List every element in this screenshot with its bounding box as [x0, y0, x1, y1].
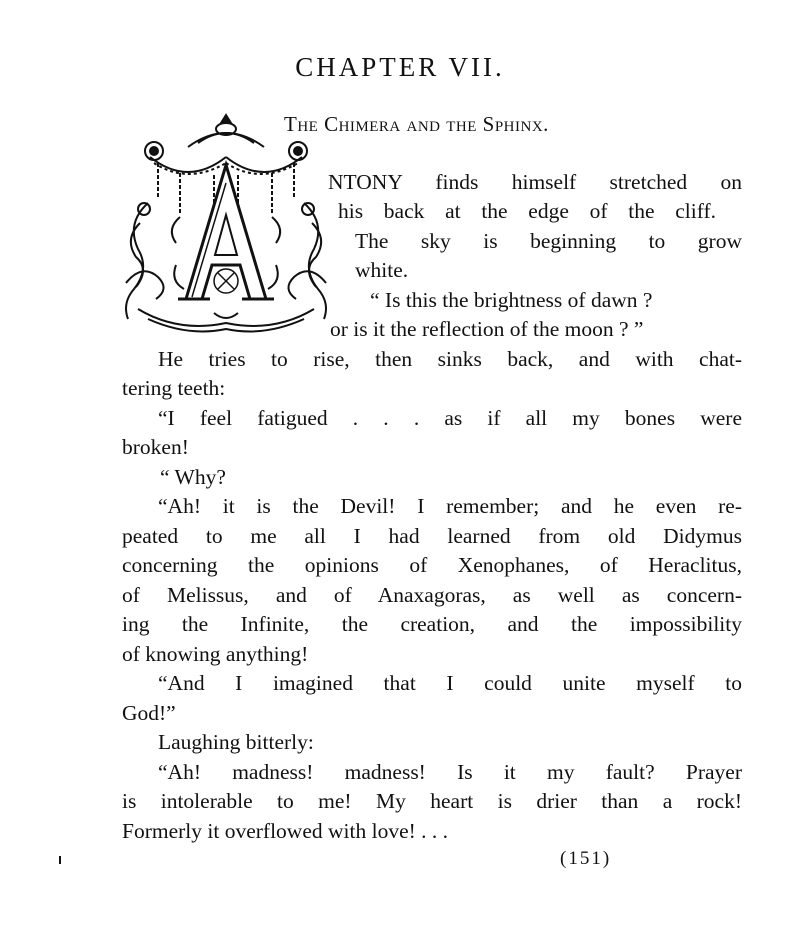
ornamental-drop-cap — [118, 113, 334, 337]
text-line: The sky is beginning to grow — [355, 229, 742, 253]
text-line: “And I imagined that I could unite myself to — [158, 671, 742, 695]
margin-mark — [59, 856, 61, 864]
text-line: “ Why? — [160, 465, 226, 489]
text-line: NTONY finds himself stretched on — [328, 170, 742, 194]
section-title: The Chimera and the Sphinx. — [284, 112, 549, 136]
text-line: peated to me all I had learned from old Didymus — [122, 524, 742, 548]
page-number: (151) — [560, 848, 612, 869]
text-line: his back at the edge of the cliff. — [338, 199, 716, 223]
text-line: ing the Infinite, the creation, and the impossibility — [122, 612, 742, 636]
text-line: “ Is this the brightness of dawn ? — [370, 288, 653, 312]
text-line: broken! — [122, 435, 189, 459]
text-line: “Ah! it is the Devil! I remember; and he even re- — [158, 494, 742, 518]
text-line: white. — [355, 258, 409, 282]
text-line: of knowing anything! — [122, 642, 309, 666]
text-line: Formerly it overflowed with love! . . . — [122, 819, 449, 843]
text-line: God!” — [122, 701, 176, 725]
text-line: He tries to rise, then sinks back, and with chat- — [158, 347, 742, 371]
text-line: concerning the opinions of Xenophanes, of Heraclitus, — [122, 553, 742, 577]
text-line: Laughing bitterly: — [158, 730, 314, 754]
text-line: “Ah! madness! madness! Is it my fault? Prayer — [158, 760, 742, 784]
text-line: of Melissus, and of Anaxagoras, as well as concern- — [122, 583, 742, 607]
text-line: tering teeth: — [122, 376, 226, 400]
text-line: or is it the reflection of the moon ? ” — [330, 317, 644, 341]
chapter-heading: CHAPTER VII. — [295, 52, 505, 82]
text-line: is intolerable to me! My heart is drier than a rock! — [122, 789, 742, 813]
text-line: “I feel fatigued . . . as if all my bones were — [158, 406, 742, 430]
